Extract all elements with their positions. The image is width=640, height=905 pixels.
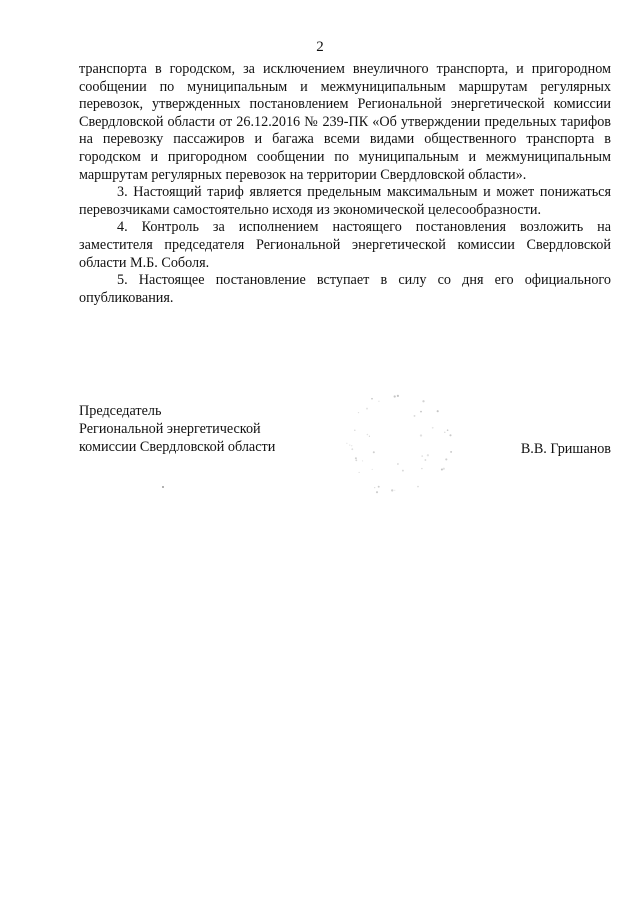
paragraph-item-4: 4. Контроль за исполнением настоящего постановления возложить на заместителя председателя Региональной энергетической комиссии Свердловской области М.Б. Соболя. <box>79 219 611 271</box>
paragraph-item-5: 5. Настоящее постановление вступает в силу со дня его официального опубликования. <box>79 272 611 306</box>
signatory-title-line-2: Региональной энергетической <box>79 421 261 437</box>
signatory-title-line-3: комиссии Свердловской области <box>79 439 276 455</box>
signatory-title-line-1: Председатель <box>79 403 162 419</box>
paragraph-item-3: 3. Настоящий тариф является предельным максимальным и может понижаться перевозчиками самостоятельно исходя из экономической целесообразности. <box>79 184 611 218</box>
document-body <box>79 61 611 307</box>
paragraph-continuation: транспорта в городском, за исключением внеуличного транспорта, и пригородном сообщении по муниципальным и межмуниципальным маршрутам регулярных перевозок, утвержденных постановлением Региональной энергетической комиссии Свердловской области от 26.12.2016 № 239-ПК «Об утверждении предельных тарифов на перевозку пассажиров и багажа всеми видами общественного транспорта в городском и пригородном сообщении по муниципальным и межмуниципальным маршрутам регулярных перевозок на территории Свердловской области». <box>79 61 611 183</box>
scan-speck <box>162 486 164 488</box>
page-number: 2 <box>316 39 324 55</box>
stamp-seal-image <box>340 380 460 505</box>
signatory-title <box>79 402 359 456</box>
signatory-name: В.В. Гришанов <box>520 441 611 457</box>
